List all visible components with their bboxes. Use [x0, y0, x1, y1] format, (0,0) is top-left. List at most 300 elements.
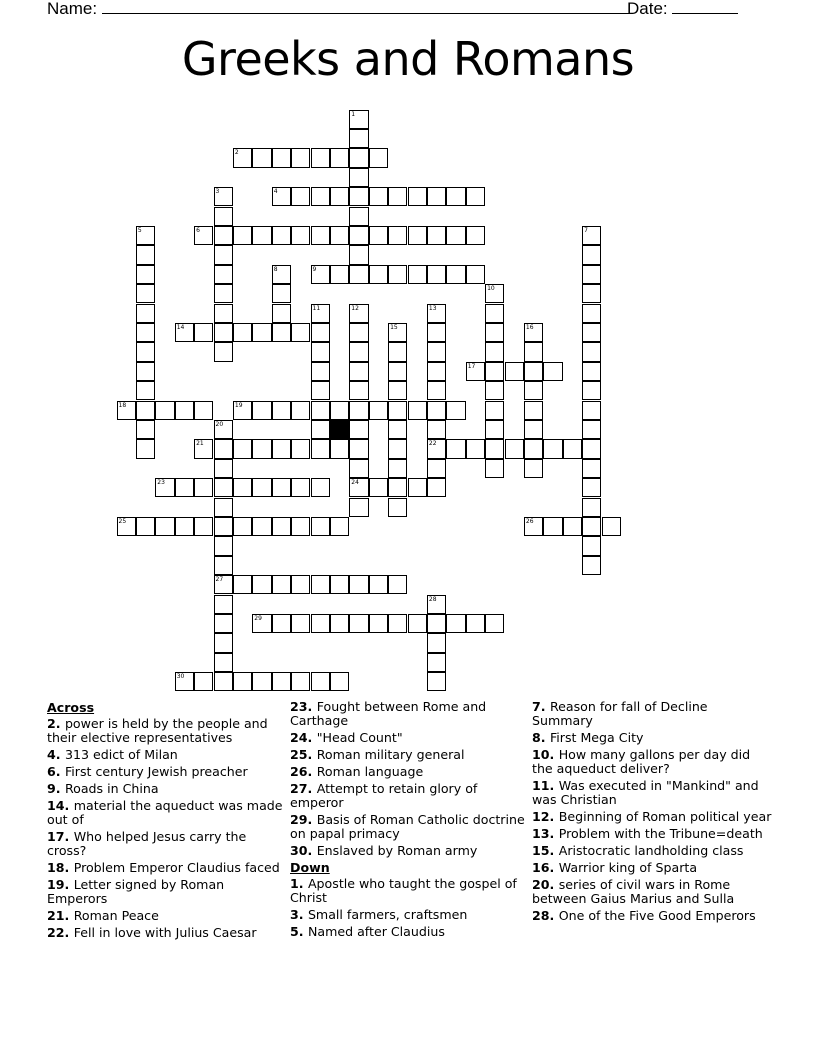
grid-cell[interactable] [214, 498, 233, 517]
grid-cell[interactable] [214, 226, 233, 245]
name-field[interactable] [47, 0, 633, 19]
grid-cell[interactable] [117, 401, 136, 420]
grid-cell[interactable] [427, 226, 446, 245]
grid-cell[interactable] [582, 420, 601, 439]
grid-cell[interactable] [272, 187, 291, 206]
grid-cell[interactable] [233, 575, 252, 594]
grid-cell[interactable] [272, 517, 291, 536]
clue-text: Beginning of Roman political year [558, 809, 772, 824]
date-field[interactable] [627, 0, 738, 19]
grid-cell[interactable] [214, 245, 233, 264]
grid-cell[interactable] [252, 323, 271, 342]
grid-cell[interactable] [427, 653, 446, 672]
grid-cell[interactable] [563, 517, 582, 536]
clue-text: Small farmers, craftsmen [307, 907, 468, 922]
grid-cell[interactable] [291, 439, 310, 458]
grid-cell[interactable] [330, 614, 349, 633]
clue-item [47, 717, 287, 745]
grid-cell[interactable] [524, 517, 543, 536]
grid-cell[interactable] [446, 226, 465, 245]
grid-cell[interactable] [272, 148, 291, 167]
grid-cell[interactable] [582, 401, 601, 420]
grid-cell[interactable] [233, 478, 252, 497]
grid-cell[interactable] [272, 323, 291, 342]
clue-item [47, 765, 287, 779]
grid-cell[interactable] [485, 614, 504, 633]
clue-text: Fell in love with Julius Caesar [73, 925, 257, 940]
grid-cell[interactable] [214, 653, 233, 672]
grid-cell[interactable] [582, 342, 601, 361]
grid-cell[interactable] [311, 439, 330, 458]
grid-cell[interactable] [214, 207, 233, 226]
grid-cell[interactable] [214, 614, 233, 633]
grid-cell[interactable] [582, 245, 601, 264]
grid-cell[interactable] [485, 439, 504, 458]
grid-cell[interactable] [311, 148, 330, 167]
clue-section-heading: Across [47, 700, 95, 715]
grid-cell[interactable] [388, 498, 407, 517]
grid-cell[interactable] [582, 517, 601, 536]
grid-cell[interactable] [252, 517, 271, 536]
grid-cell[interactable] [408, 187, 427, 206]
grid-cell[interactable] [524, 439, 543, 458]
clue-number-label: 19. [47, 877, 74, 892]
grid-cell[interactable] [252, 401, 271, 420]
clue-text: Warrior king of Sparta [558, 860, 698, 875]
grid-cell[interactable] [272, 284, 291, 303]
grid-cell[interactable] [446, 187, 465, 206]
clue-number-label: 17. [47, 829, 74, 844]
grid-cell[interactable] [349, 381, 368, 400]
grid-cell[interactable] [427, 595, 446, 614]
grid-cell[interactable] [136, 284, 155, 303]
grid-cell[interactable] [272, 265, 291, 284]
grid-cell[interactable] [582, 265, 601, 284]
grid-cell[interactable] [136, 401, 155, 420]
clue-item [532, 861, 772, 875]
grid-cell[interactable] [214, 478, 233, 497]
clue-item [290, 908, 530, 922]
grid-cell[interactable] [214, 536, 233, 555]
grid-cell[interactable] [388, 265, 407, 284]
grid-cell[interactable] [175, 323, 194, 342]
grid-cell[interactable] [214, 439, 233, 458]
grid-cell[interactable] [524, 323, 543, 342]
clue-item [532, 878, 772, 906]
clue-text: Basis of Roman Catholic doctrine on papal primacy [290, 812, 525, 841]
grid-cell[interactable] [155, 517, 174, 536]
grid-cell[interactable] [272, 575, 291, 594]
grid-cell[interactable] [214, 575, 233, 594]
clue-item [47, 926, 287, 940]
grid-cell[interactable] [369, 187, 388, 206]
grid-cell[interactable] [582, 556, 601, 575]
grid-cell[interactable] [194, 439, 213, 458]
grid-cell[interactable] [175, 401, 194, 420]
grid-cell[interactable] [582, 304, 601, 323]
grid-cell[interactable] [427, 362, 446, 381]
grid-cell[interactable] [233, 148, 252, 167]
grid-cell[interactable] [349, 478, 368, 497]
grid-cell[interactable] [543, 517, 562, 536]
grid-cell[interactable] [485, 401, 504, 420]
grid-cell[interactable] [543, 362, 562, 381]
name-blank-line[interactable] [102, 0, 633, 14]
grid-cell[interactable] [582, 536, 601, 555]
grid-cell[interactable] [524, 381, 543, 400]
grid-cell[interactable] [485, 342, 504, 361]
clue-text: Problem Emperor Claudius faced [73, 860, 280, 875]
grid-cell[interactable] [427, 478, 446, 497]
grid-cell[interactable] [136, 517, 155, 536]
grid-cell[interactable] [272, 439, 291, 458]
grid-cell[interactable] [349, 304, 368, 323]
grid-cell[interactable] [252, 148, 271, 167]
grid-cell[interactable] [311, 478, 330, 497]
grid-cell[interactable] [505, 362, 524, 381]
grid-cell[interactable] [233, 323, 252, 342]
grid-cell[interactable] [330, 672, 349, 691]
clue-text: One of the Five Good Emperors [558, 908, 756, 923]
date-blank-line[interactable] [672, 0, 738, 14]
grid-cell[interactable] [524, 420, 543, 439]
grid-cell[interactable] [311, 672, 330, 691]
grid-cell[interactable] [311, 342, 330, 361]
grid-cell[interactable] [311, 517, 330, 536]
grid-cell[interactable] [349, 614, 368, 633]
grid-cell[interactable] [349, 575, 368, 594]
grid-cell[interactable] [582, 498, 601, 517]
grid-cell[interactable] [349, 187, 368, 206]
grid-cell[interactable] [330, 439, 349, 458]
grid-cell[interactable] [582, 323, 601, 342]
grid-cell[interactable] [388, 187, 407, 206]
grid-cell[interactable] [349, 362, 368, 381]
grid-cell[interactable] [349, 265, 368, 284]
grid-cell[interactable] [369, 148, 388, 167]
grid-cell[interactable] [272, 304, 291, 323]
grid-cell[interactable] [136, 323, 155, 342]
grid-cell[interactable] [233, 401, 252, 420]
grid-cell[interactable] [330, 265, 349, 284]
grid-cell[interactable] [194, 226, 213, 245]
grid-cell[interactable] [349, 148, 368, 167]
grid-cell[interactable] [427, 381, 446, 400]
grid-cell[interactable] [485, 304, 504, 323]
grid-cell[interactable] [214, 304, 233, 323]
grid-cell[interactable] [330, 187, 349, 206]
grid-cell[interactable] [408, 401, 427, 420]
grid-cell[interactable] [485, 420, 504, 439]
clue-text: First Mega City [549, 730, 644, 745]
grid-cell[interactable] [349, 245, 368, 264]
grid-cell[interactable] [582, 284, 601, 303]
clue-text: Letter signed by Roman Emperors [47, 877, 225, 906]
grid-cell[interactable] [311, 362, 330, 381]
clue-number: 1 [351, 110, 356, 118]
grid-cell[interactable] [427, 265, 446, 284]
grid-cell[interactable] [427, 304, 446, 323]
grid-cell[interactable] [291, 517, 310, 536]
grid-cell[interactable] [543, 439, 562, 458]
page-title: Greeks and Romans [181, 32, 635, 86]
grid-cell[interactable] [427, 439, 446, 458]
grid-cell[interactable] [369, 265, 388, 284]
grid-cell[interactable] [291, 478, 310, 497]
clue-text: Roads in China [64, 781, 159, 796]
grid-cell[interactable] [427, 342, 446, 361]
grid-cell[interactable] [291, 187, 310, 206]
grid-cell[interactable] [330, 517, 349, 536]
grid-cell[interactable] [214, 517, 233, 536]
grid-cell[interactable] [136, 226, 155, 245]
grid-cell[interactable] [233, 226, 252, 245]
grid-cell[interactable] [369, 575, 388, 594]
clue-number-label: 7. [532, 699, 550, 714]
grid-cell[interactable] [291, 401, 310, 420]
grid-cell[interactable] [388, 614, 407, 633]
clue-number-label: 28. [532, 908, 559, 923]
grid-cell[interactable] [388, 459, 407, 478]
clue-item [290, 765, 530, 779]
grid-cell[interactable] [136, 420, 155, 439]
grid-cell[interactable] [485, 362, 504, 381]
grid-cell[interactable] [291, 575, 310, 594]
grid-cell[interactable] [349, 323, 368, 342]
grid-cell[interactable] [194, 672, 213, 691]
grid-cell[interactable] [136, 342, 155, 361]
clue-number-label: 23. [290, 699, 317, 714]
grid-cell[interactable] [408, 478, 427, 497]
grid-cell[interactable] [582, 362, 601, 381]
grid-cell[interactable] [388, 420, 407, 439]
grid-cell[interactable] [388, 342, 407, 361]
grid-cell[interactable] [214, 323, 233, 342]
clue-number: 25 [118, 517, 127, 525]
grid-cell[interactable] [563, 439, 582, 458]
grid-cell[interactable] [330, 226, 349, 245]
grid-cell[interactable] [427, 633, 446, 652]
grid-cell[interactable] [311, 575, 330, 594]
grid-cell[interactable] [214, 284, 233, 303]
grid-cell[interactable] [233, 439, 252, 458]
grid-cell[interactable] [408, 614, 427, 633]
grid-cell[interactable] [349, 439, 368, 458]
grid-cell[interactable] [388, 362, 407, 381]
grid-cell[interactable] [136, 265, 155, 284]
grid-cell[interactable] [388, 226, 407, 245]
grid-cell[interactable] [427, 420, 446, 439]
grid-cell[interactable] [369, 226, 388, 245]
clue-item [290, 731, 530, 745]
grid-cell[interactable] [524, 401, 543, 420]
grid-cell[interactable] [427, 672, 446, 691]
grid-cell[interactable] [427, 614, 446, 633]
grid-cell[interactable] [349, 498, 368, 517]
grid-cell[interactable] [446, 614, 465, 633]
grid-cell[interactable] [311, 304, 330, 323]
grid-cell[interactable] [291, 323, 310, 342]
grid-cell[interactable] [582, 439, 601, 458]
grid-cell[interactable] [388, 575, 407, 594]
name-label: Name: [47, 0, 98, 18]
clue-number-label: 9. [47, 781, 65, 796]
grid-cell[interactable] [233, 517, 252, 536]
grid-cell[interactable] [408, 265, 427, 284]
grid-cell[interactable] [214, 633, 233, 652]
clue-number-label: 24. [290, 730, 317, 745]
grid-cell[interactable] [427, 459, 446, 478]
grid-cell[interactable] [214, 187, 233, 206]
clue-number-label: 21. [47, 908, 74, 923]
grid-cell[interactable] [136, 245, 155, 264]
grid-cell[interactable] [388, 478, 407, 497]
grid-cell[interactable] [252, 439, 271, 458]
grid-cell[interactable] [466, 226, 485, 245]
grid-cell[interactable] [291, 148, 310, 167]
grid-cell[interactable] [214, 595, 233, 614]
grid-cell[interactable] [194, 517, 213, 536]
clue-number-label: 27. [290, 781, 317, 796]
grid-cell[interactable] [175, 517, 194, 536]
date-label: Date: [627, 0, 668, 18]
grid-cell[interactable] [349, 110, 368, 129]
grid-cell[interactable] [349, 401, 368, 420]
grid-cell[interactable] [175, 478, 194, 497]
grid-cell[interactable] [194, 323, 213, 342]
grid-cell[interactable] [466, 265, 485, 284]
grid-cell[interactable] [291, 672, 310, 691]
grid-cell[interactable] [505, 439, 524, 458]
grid-cell[interactable] [349, 207, 368, 226]
grid-cell[interactable] [272, 478, 291, 497]
grid-cell[interactable] [311, 401, 330, 420]
grid-cell[interactable] [524, 342, 543, 361]
grid-cell[interactable] [388, 439, 407, 458]
grid-cell[interactable] [427, 187, 446, 206]
grid-cell[interactable] [466, 362, 485, 381]
grid-cell[interactable] [252, 575, 271, 594]
grid-cell[interactable] [311, 265, 330, 284]
grid-cell[interactable] [272, 672, 291, 691]
grid-cell[interactable] [214, 342, 233, 361]
clue-number: 13 [428, 304, 437, 312]
grid-cell[interactable] [311, 420, 330, 439]
clue-number-label: 13. [532, 826, 559, 841]
grid-cell[interactable] [388, 323, 407, 342]
grid-cell[interactable] [388, 401, 407, 420]
grid-cell[interactable] [252, 478, 271, 497]
grid-cell[interactable] [524, 362, 543, 381]
clue-item [532, 748, 772, 776]
grid-cell[interactable] [194, 478, 213, 497]
grid-cell[interactable] [466, 187, 485, 206]
grid-cell[interactable] [524, 459, 543, 478]
grid-cell[interactable] [175, 672, 194, 691]
grid-cell[interactable] [252, 614, 271, 633]
clue-number: 2 [234, 149, 239, 157]
grid-cell[interactable] [272, 614, 291, 633]
grid-cell[interactable] [272, 226, 291, 245]
grid-cell[interactable] [291, 226, 310, 245]
grid-cell[interactable] [214, 265, 233, 284]
grid-cell[interactable] [582, 459, 601, 478]
grid-cell[interactable] [349, 129, 368, 148]
clue-item [290, 877, 530, 905]
grid-cell[interactable] [369, 401, 388, 420]
grid-cell[interactable] [446, 439, 465, 458]
grid-cell[interactable] [272, 401, 291, 420]
grid-cell[interactable] [485, 381, 504, 400]
grid-cell[interactable] [349, 459, 368, 478]
grid-cell[interactable] [233, 672, 252, 691]
grid-cell[interactable] [349, 420, 368, 439]
grid-cell[interactable] [194, 401, 213, 420]
grid-cell[interactable] [311, 381, 330, 400]
grid-cell[interactable] [155, 401, 174, 420]
grid-cell[interactable] [214, 556, 233, 575]
grid-cell[interactable] [485, 284, 504, 303]
grid-cell[interactable] [214, 672, 233, 691]
clue-item [47, 799, 287, 827]
grid-cell[interactable] [427, 401, 446, 420]
clue-item [532, 779, 772, 807]
grid-cell[interactable] [349, 226, 368, 245]
grid-cell[interactable] [466, 439, 485, 458]
grid-cell[interactable] [117, 517, 136, 536]
grid-cell[interactable] [252, 226, 271, 245]
clue-text: Apostle who taught the gospel of Christ [290, 876, 517, 905]
grid-cell[interactable] [136, 439, 155, 458]
clue-number: 7 [584, 226, 588, 234]
grid-cell[interactable] [330, 401, 349, 420]
grid-cell[interactable] [311, 323, 330, 342]
grid-cell[interactable] [446, 265, 465, 284]
clue-number: 4 [273, 188, 278, 196]
grid-cell[interactable] [369, 478, 388, 497]
grid-cell[interactable] [252, 672, 271, 691]
grid-cell[interactable] [485, 459, 504, 478]
grid-cell[interactable] [136, 304, 155, 323]
grid-cell[interactable] [136, 381, 155, 400]
grid-cell[interactable] [291, 614, 310, 633]
grid-cell[interactable] [427, 323, 446, 342]
clue-text: power is held by the people and their elective representatives [47, 716, 268, 745]
grid-cell[interactable] [369, 614, 388, 633]
grid-cell[interactable] [214, 459, 233, 478]
grid-cell[interactable] [311, 226, 330, 245]
grid-cell[interactable] [214, 420, 233, 439]
grid-cell[interactable] [330, 575, 349, 594]
grid-cell[interactable] [602, 517, 621, 536]
grid-cell[interactable] [446, 401, 465, 420]
grid-cell[interactable] [311, 614, 330, 633]
grid-cell[interactable] [349, 342, 368, 361]
grid-cell[interactable] [582, 226, 601, 245]
grid-cell[interactable] [408, 226, 427, 245]
clue-number: 12 [351, 304, 359, 312]
grid-cell[interactable] [349, 168, 368, 187]
grid-cell[interactable] [582, 478, 601, 497]
grid-cell[interactable] [485, 323, 504, 342]
grid-cell[interactable] [311, 187, 330, 206]
grid-cell[interactable] [388, 381, 407, 400]
grid-cell[interactable] [330, 148, 349, 167]
grid-cell[interactable] [136, 362, 155, 381]
grid-cell[interactable] [466, 614, 485, 633]
grid-cell[interactable] [155, 478, 174, 497]
grid-cell[interactable] [582, 381, 601, 400]
